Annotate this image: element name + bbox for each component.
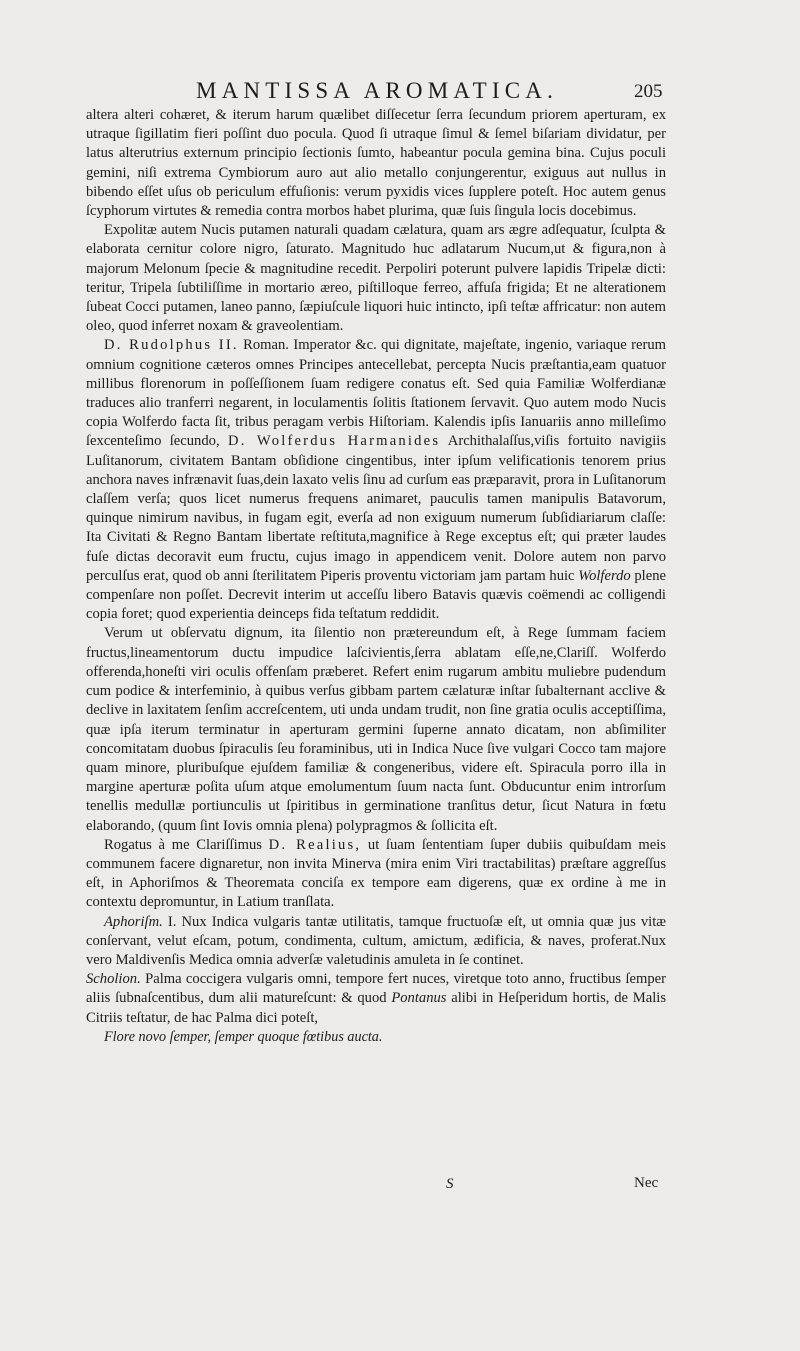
verse-quote: Flore novo ſemper, ſemper quoque fœtibus aucta. <box>104 1028 383 1045</box>
body-text <box>86 106 666 1047</box>
paragraph <box>86 336 666 624</box>
paragraph-text: Palma coccigera vulgaris omni, tempore fert nuces, viretque toto anno, fructibus ſemper aliis ſubnaſcentibus, dum alii matureſcunt: & quod <box>86 971 666 1007</box>
person-name: D. Rudolphus II. <box>104 337 239 354</box>
person-name: D. Realius, <box>268 836 362 853</box>
paragraph <box>86 970 666 1028</box>
paragraph: Expolitæ autem Nucis putamen naturali quadam cælatura, quam ars ægre adſequatur, ſculpta & elaborata cernitur colore nigro, ſaturato. Magnitudo huc adlatarum Nucum,ut & figura,non à majorum Melonum ſpecie & magnitudine recedit. Perpoliri poterunt pulvere lapidis Tripelæ dicti: teritur, Tripela ſubtiliſſime in mortario æreo, piſtilloque ferreo, affuſa frigida; Et ne alterationem ſubeat Cocci putamen, laneo panno, ſæpiuſcule liquori huic intincto, ipſi teſtæ affricatur: non autem oleo, quod inferret noxam & graveolentiam. <box>86 222 666 335</box>
paragraph-text: I. Nux Indica vulgaris tantæ utilitatis, tamque fructuoſæ eſt, ut omnia quæ jus vitæ conſervant, velut eſcam, potum, condimenta, cultum, amictum, ædificia, & naves, proferat.Nux vero Maldivenſis Medica omnia adverſæ valetudinis amuleta in ſe continet. <box>86 913 666 968</box>
running-title: MANTISSA AROMATICA. <box>196 78 559 103</box>
person-name: D. Wolferdus Harmanides <box>227 433 441 450</box>
person-name: Wolferdo <box>578 567 631 584</box>
paragraph-text: Rogatus à me Clariſſimus <box>104 836 269 853</box>
paragraph: Verum ut obſervatu dignum, ita ſilentio non prætereundum eſt, à Rege ſummam faciem fructus,lineamentorum ductu impudice laſcivientis,ſerra ablatam eſſe,ne,Clariſſ. Wolferdo offerenda,honeſti viri oculis offenſam præberet. Refert enim rugarum ambitu muliebre pudendum cum podice & interfeminio, à quibus verſus gibbam partem cælaturæ inſtar ſubalternant acclive & declive in laxitatem ſenſim accreſcentem, uti unda undam trudit, non ſine gratia oculis acceptiſſima, quæ ipſa iterum terminatur in aperturam germini ſuperne annato dicatam, non abſimiliter concomitatam duobus ſpiraculis ſeu foraminibus, uti in Indica Nuce ſive vulgari Cocco tam majore quam minore, pluribuſque ejuſdem familiæ & congeneribus, videre eſt. Spiracula porro illa in margine aperturæ poſita uſum atque emolumentum ſuum nacta ſunt. Obducuntur enim introrſum tenellis medullæ portiunculis ut ſpiritibus in germinatione tranſitus detur, ſicut Natura in fœtu elaborando, (quum ſint Iovis omnia plena) polypragmos & ſollicita eſt. <box>86 625 666 834</box>
paragraph: altera alteri cohæret, & iterum harum quælibet diſſecetur ſerra ſecundum priorem aperturam, ex utraque ſigillatim fieri poſſint duo pocula. Quod ſi utraque ſimul & ſemel biſariam dividatur, per latus alterutrius externum principio ſectionis ſumto, habeantur pocula gemina bina. Cujus poculi gemini, niſi extrema Cymbiorum auro aut alio metallo conjungerentur, exiguus aut nullus in bibendo eſſet uſus ob periculum effuſionis: verum pyxidis vices ſupplere poteſt. Hoc autem genus ſcyphorum virtutes & remedia contra morbos habet plurima, quæ ſuis ſingula locis docebimus. <box>86 107 666 220</box>
catchword: Nec <box>634 1175 659 1191</box>
paragraph <box>86 836 666 913</box>
paragraph-text: Roman. Imperator &c. qui dignitate, majeſtate, ingenio, variaque rerum omnium cognitione cæteros omnes Principes antecellebat, percepta Nucis præſtantia,eam quatuor millibus florenorum in poſſeſſionem ſuam redigere conatus eſt. Sed quia Familiæ Wolferdianæ traduces alio tranferri negarent, in loculamentis ſolitis ſtationem ſervavit. Quo autem modo Nucis copia Wolferdo facta ſit, tribus peragam verbis Hiſtoriam. Kalendis ipſis Ianuariis anno milleſimo ſexcenteſimo ſecundo, <box>86 337 666 450</box>
paragraph <box>86 913 666 971</box>
section-label: Aphoriſm. <box>104 913 163 930</box>
person-name: Pontanus <box>391 990 447 1007</box>
paragraph-text: alibi in Heſperidum hortis, de Malis Citriis teſtatur, de hac Palma dici poteſt, <box>86 990 666 1026</box>
page-number: 205 <box>634 81 663 102</box>
signature-mark: S <box>446 1176 454 1192</box>
paragraph-text: ut ſuam ſententiam ſuper dubiis quibuſdam meis communem facere dignaretur, non invita Minerva (mira enim Viri tractabilitas) præſtare aggreſſus eſt, in Aphoriſmos & Theoremata conciſa ex tempore eam digerens, quæ ex ordine à me in contextu depromuntur, in Latium tranſlata. <box>86 836 666 911</box>
paragraph-text: plene compenſare non poſſet. Decrevit interim ut acceſſu libero Batavis quævis coëmendi ac colligendi copia foret; quod experientia deinceps fida teſtatum reddidit. <box>86 567 666 623</box>
paragraph-text: Archithalaſſus,viſis fortuito navigiis Luſitanorum, civitatem Bantam obſidione cingentibus, inter ipſum velificationis tenorem prius anchora naves infrænavit ſuas,dein laxato velis ſinu ad curſum eas præparavit, prora in Luſitanorum claſſem verſa; quos licet numerus frequens animaret, pauculis tamen manipulis Batavorum, quinque nimirum navibus, in fugam egit, everſa ad non exiguum numerum ſubſidiariarum claſſe: Ita Civitati & Regno Bantam libertate reſtituta,magnifice à Rege exceptus eſt; qui præter laudes fuſe dictas decoravit eum fructu, cujus imago in appendicem venit. Dolore autem non parvo perculſus erat, quod ob anni ſterilitatem Piperis proventu victoriam jam partam huic <box>86 433 667 584</box>
section-label: Scholion. <box>86 971 141 988</box>
running-head <box>0 78 800 108</box>
